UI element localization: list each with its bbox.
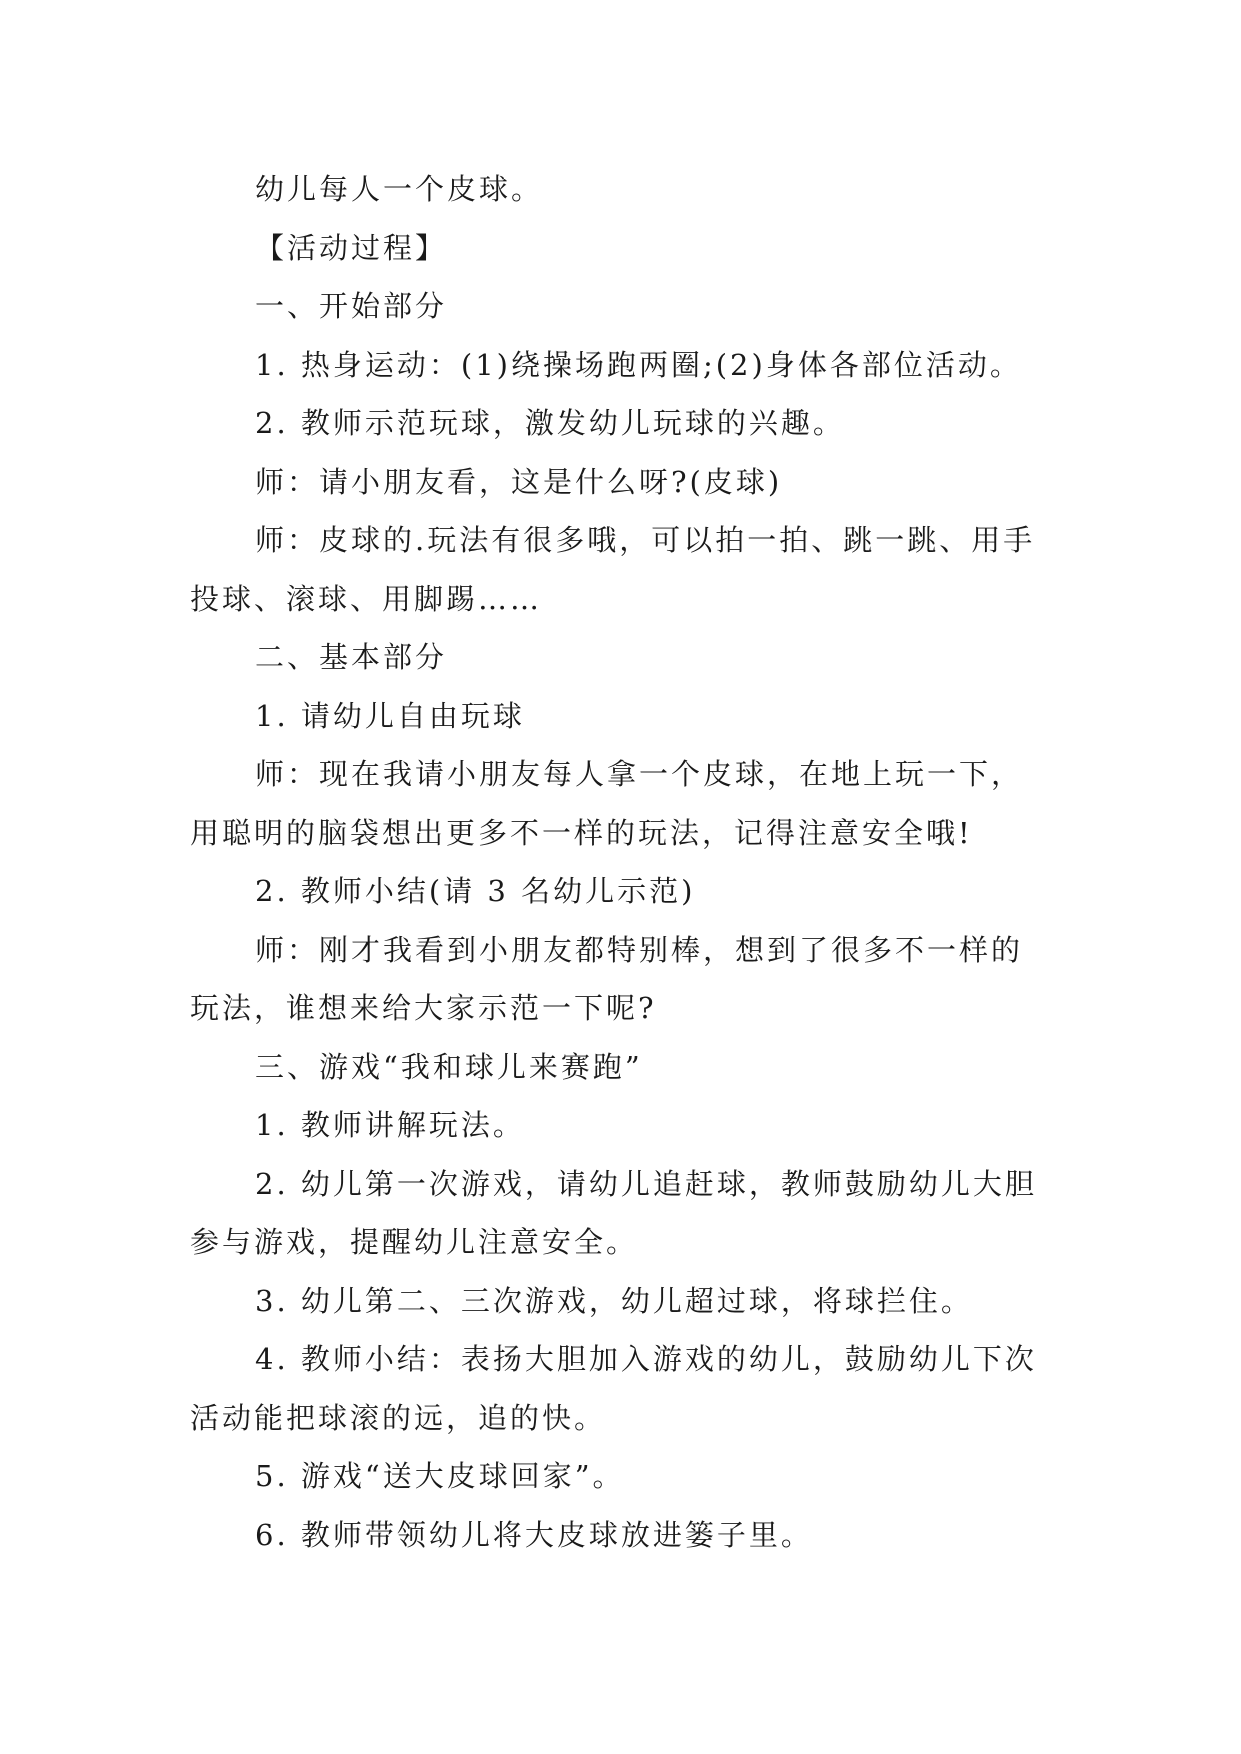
section-heading-game: 三、游戏“我和球儿来赛跑” (255, 1049, 643, 1084)
teacher-dialogue: 师：请小朋友看，这是什么呀?(皮球) (255, 464, 783, 499)
list-item: 5. 游戏“送大皮球回家”。 (255, 1459, 625, 1493)
list-item: 2. 教师小结(请 3 名幼儿示范) (255, 874, 696, 908)
list-item: 1. 教师讲解玩法。 (255, 1108, 525, 1142)
list-item: 3. 幼儿第二、三次游戏，幼儿超过球，将球拦住。 (255, 1283, 973, 1318)
teacher-dialogue: 师：刚才我看到小朋友都特别棒，想到了很多不一样的玩法，谁想来给大家示范一下呢? (190, 932, 1024, 1025)
list-item: 1. 请幼儿自由玩球 (255, 698, 525, 733)
list-item: 4. 教师小结：表扬大胆加入游戏的幼儿，鼓励幼儿下次活动能把球滚的远，追的快。 (190, 1342, 1037, 1435)
section-heading-opening: 一、开始部分 (255, 289, 448, 323)
list-item: 1. 热身运动：(1)绕操场跑两圈;(2)身体各部位活动。 (255, 347, 1022, 382)
teacher-dialogue: 师：皮球的.玩法有很多哦，可以拍一拍、跳一跳、用手投球、滚球、用脚踢…… (190, 523, 1036, 616)
section-heading-basic: 二、基本部分 (255, 640, 448, 674)
list-item: 6. 教师带领幼儿将大皮球放进篓子里。 (255, 1517, 813, 1552)
section-heading-activity-process: 【活动过程】 (255, 230, 448, 265)
document-body (190, 160, 1050, 1564)
list-item: 2. 幼儿第一次游戏，请幼儿追赶球，教师鼓励幼儿大胆参与游戏，提醒幼儿注意安全。 (190, 1166, 1037, 1259)
list-item: 2. 教师示范玩球，激发幼儿玩球的兴趣。 (255, 406, 845, 440)
paragraph-materials: 幼儿每人一个皮球。 (255, 172, 544, 206)
teacher-dialogue: 师：现在我请小朋友每人拿一个皮球，在地上玩一下，用聪明的脑袋想出更多不一样的玩法，记得注意安全哦! (190, 757, 1024, 850)
